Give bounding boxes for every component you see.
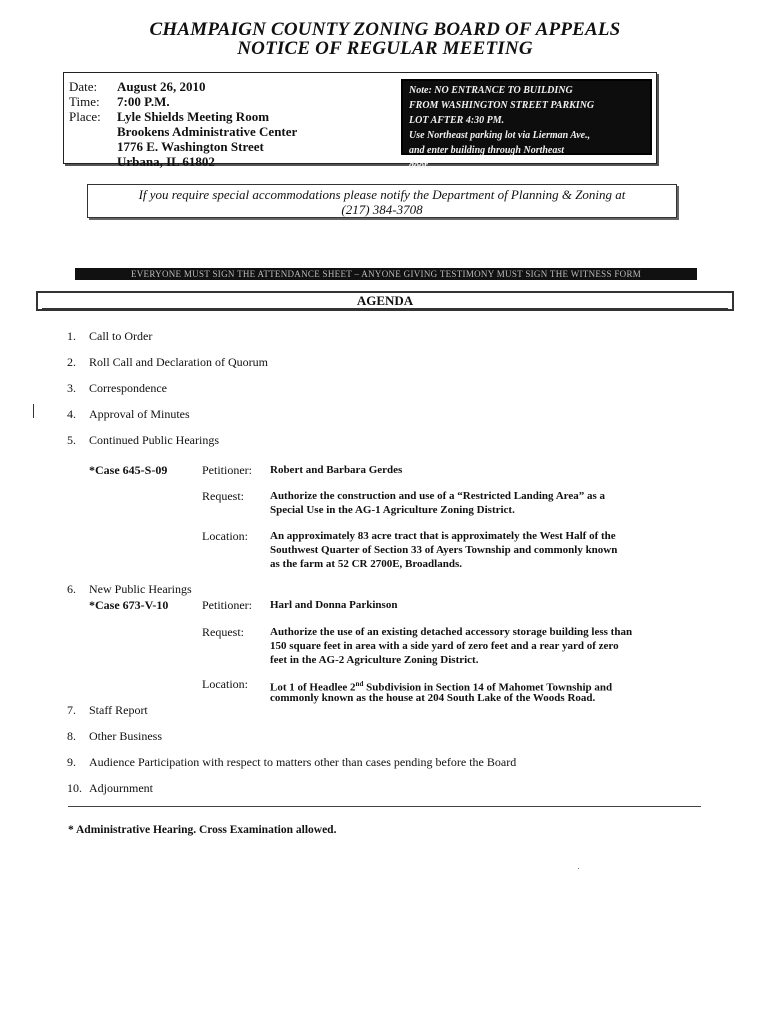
- agenda-item: [67, 407, 190, 421]
- item-number: 2.: [67, 355, 76, 369]
- item-text: Audience Participation with respect to matters other than cases pending before the Board: [89, 755, 517, 769]
- note-line: FROM WASHINGTON STREET PARKING: [409, 100, 595, 111]
- request-label: Request:: [202, 625, 244, 639]
- item-text: Approval of Minutes: [89, 407, 190, 421]
- item-number: 9.: [67, 755, 76, 769]
- agenda-item: [67, 329, 152, 343]
- item-number: 6.: [67, 582, 76, 596]
- note-line: door.: [409, 160, 430, 171]
- footnote: * Administrative Hearing. Cross Examination allowed.: [68, 824, 337, 836]
- footer-divider: [68, 806, 701, 807]
- place-value: Lyle Shields Meeting Room: [117, 109, 270, 124]
- request-line: Special Use in the AG-1 Agriculture Zoning District.: [270, 504, 515, 516]
- item-number: 4.: [67, 407, 76, 421]
- agenda-heading: AGENDA: [356, 293, 414, 308]
- place-line-2: Brookens Administrative Center: [117, 124, 298, 139]
- agenda-item: [67, 703, 148, 717]
- location-text: Subdivision in Section 14 of Mahomet Township and: [363, 681, 613, 694]
- note-line: LOT AFTER 4:30 PM.: [409, 115, 505, 126]
- item-text: Adjournment: [89, 781, 153, 795]
- place-line-4: Urbana, IL 61802: [117, 154, 215, 169]
- scan-speck: [578, 868, 579, 869]
- accommodations-notice: [87, 184, 677, 218]
- location-text: Lot 1 of Headlee 2: [270, 681, 356, 694]
- item-number: 8.: [67, 729, 76, 743]
- request-line: feet in the AG-2 Agriculture Zoning District.: [270, 654, 479, 666]
- place-line-3: 1776 E. Washington Street: [117, 139, 264, 154]
- petitioner-label: Petitioner:: [202, 598, 252, 612]
- location-line: as the farm at 52 CR 2700E, Broadlands.: [270, 558, 463, 570]
- location-label: Location:: [202, 677, 248, 691]
- date-value: August 26, 2010: [117, 79, 206, 94]
- petitioner-label: Petitioner:: [202, 463, 252, 477]
- agenda-item: [67, 729, 162, 743]
- location-line: Southwest Quarter of Section 33 of Ayers Township and commonly known: [270, 544, 618, 556]
- accommodations-line-1: If you require special accommodations please notify the Department of Planning & Zoning at: [138, 187, 626, 202]
- location-label: Location:: [202, 529, 248, 543]
- location-line: An approximately 83 acre tract that is approximately the West Half of the: [270, 530, 616, 542]
- item-number: 5.: [67, 433, 76, 447]
- case-id: *Case 645-S-09: [89, 463, 168, 477]
- request-line: Authorize the use of an existing detached accessory storage building less than: [270, 626, 633, 638]
- agenda-item: [67, 381, 167, 395]
- title-line-2: NOTICE OF REGULAR MEETING: [237, 38, 533, 59]
- note-line: and enter building through Northeast: [409, 145, 565, 156]
- item-text: Other Business: [89, 729, 162, 743]
- request-label: Request:: [202, 489, 244, 503]
- time-row: [69, 94, 297, 109]
- agenda-header: [36, 291, 734, 311]
- attendance-notice: EVERYONE MUST SIGN THE ATTENDANCE SHEET – ANYONE GIVING TESTIMONY MUST SIGN THE WITNESS FORM: [75, 268, 697, 280]
- accommodations-phone: (217) 384-3708: [341, 202, 423, 217]
- agenda-item: [67, 433, 219, 447]
- meeting-details: [69, 79, 297, 169]
- agenda-item: [67, 582, 192, 596]
- item-text: Continued Public Hearings: [89, 433, 219, 447]
- ordinal-suffix: nd: [355, 680, 364, 688]
- parking-note: [401, 79, 652, 171]
- title-line-1: CHAMPAIGN COUNTY ZONING BOARD OF APPEALS: [149, 19, 621, 40]
- agenda-item: [67, 355, 268, 369]
- date-row: [69, 79, 297, 94]
- note-line: Note: NO ENTRANCE TO BUILDING: [409, 85, 573, 96]
- petitioner-value: Robert and Barbara Gerdes: [270, 464, 403, 476]
- request-line: Authorize the construction and use of a “Restricted Landing Area” as a: [270, 490, 605, 502]
- item-number: 7.: [67, 703, 76, 717]
- time-value: 7:00 P.M.: [117, 94, 170, 109]
- petitioner-value: Harl and Donna Parkinson: [270, 599, 398, 611]
- agenda-item: [67, 755, 516, 769]
- place-row: [69, 109, 297, 124]
- item-number: 1.: [67, 329, 76, 343]
- item-text: Call to Order: [89, 329, 153, 343]
- time-label: Time:: [69, 94, 100, 109]
- case-id: *Case 673-V-10: [89, 598, 169, 612]
- item-number: 10.: [67, 781, 82, 795]
- agenda-rule: [42, 308, 728, 309]
- note-line: Use Northeast parking lot via Lierman Ave.,: [409, 130, 591, 141]
- item-text: Staff Report: [89, 703, 148, 717]
- margin-mark: [33, 404, 34, 418]
- item-text: New Public Hearings: [89, 582, 192, 596]
- item-number: 3.: [67, 381, 76, 395]
- page-title: [0, 20, 770, 58]
- date-label: Date:: [69, 79, 98, 94]
- place-label: Place:: [69, 109, 101, 124]
- item-text: Roll Call and Declaration of Quorum: [89, 355, 268, 369]
- request-line: 150 square feet in area with a side yard of zero feet and a rear yard of zero: [270, 640, 619, 652]
- location-line: commonly known as the house at 204 South Lake of the Woods Road.: [270, 692, 596, 704]
- agenda-item: [67, 781, 153, 795]
- meeting-info-box: [63, 72, 657, 171]
- item-text: Correspondence: [89, 381, 167, 395]
